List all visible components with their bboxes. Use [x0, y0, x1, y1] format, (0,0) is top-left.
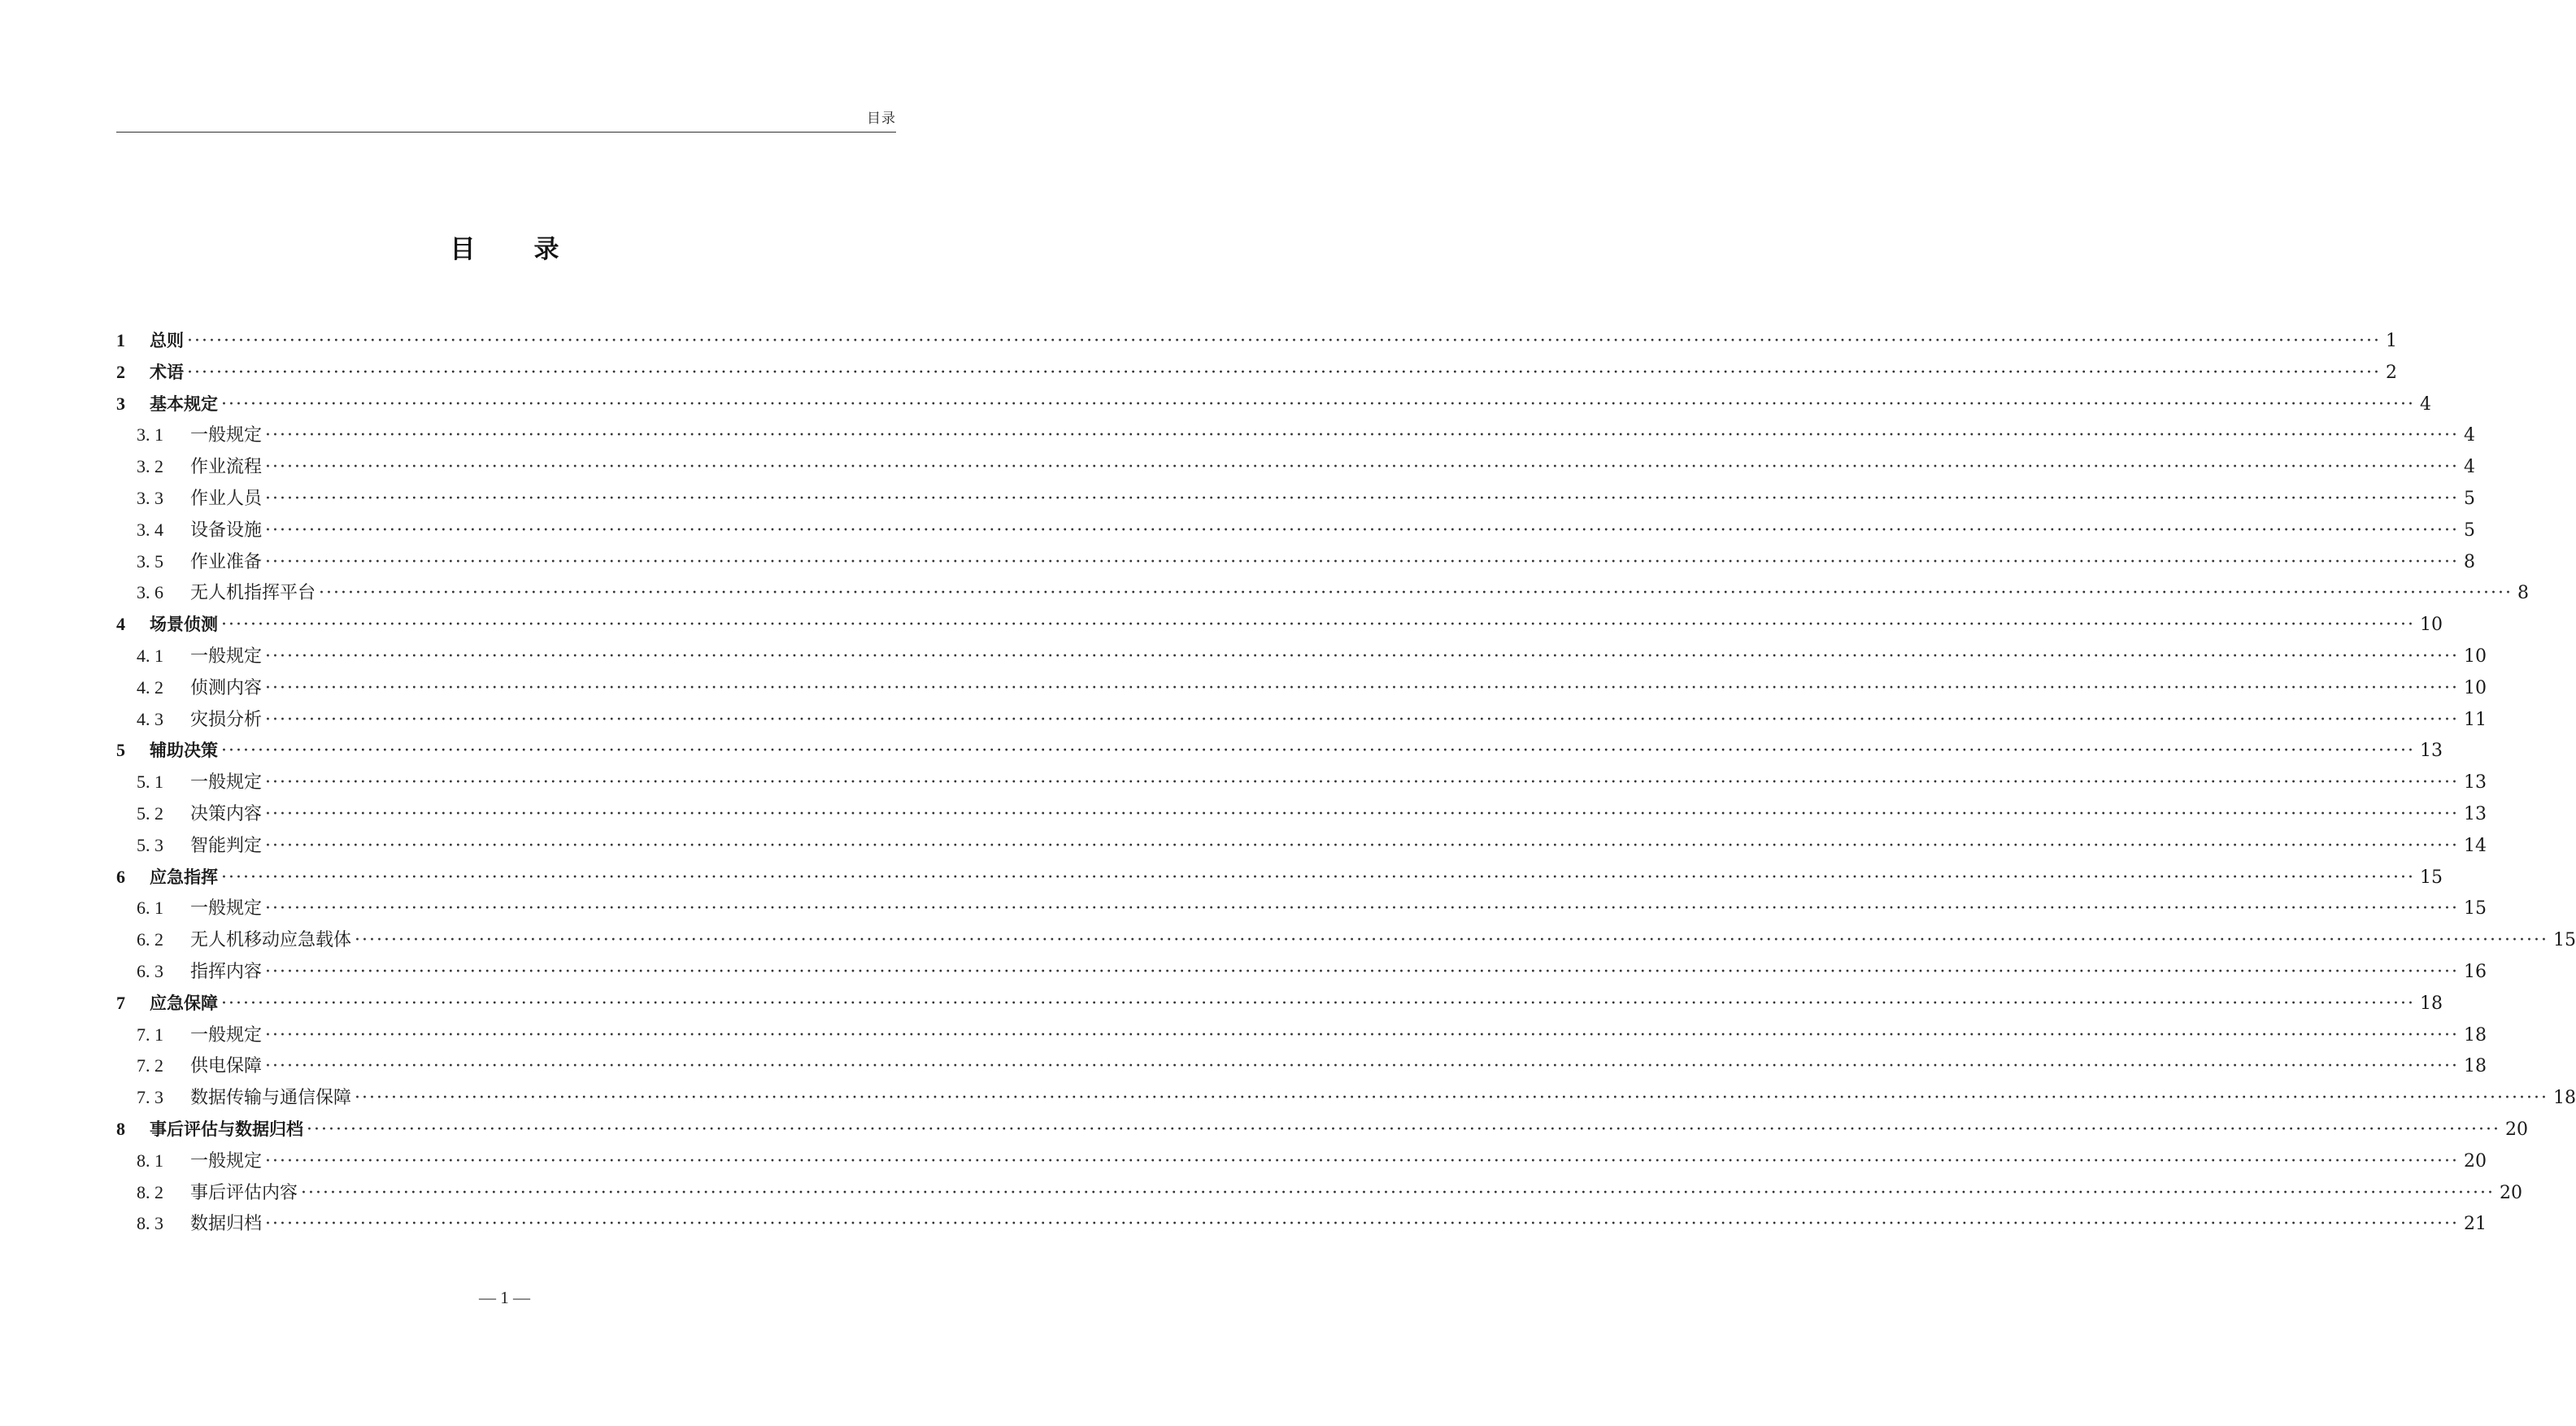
toc-entry-number: 1	[116, 330, 125, 350]
toc-section-entry[interactable]	[116, 956, 2487, 988]
toc-entry-page-number: 15	[2419, 867, 2443, 888]
toc-entry-number: 4. 2	[137, 676, 163, 698]
toc-entry-title: 辅助决策	[150, 741, 218, 761]
toc-entry-number: 5. 1	[137, 772, 163, 793]
toc-entry-page-number: 4	[2463, 425, 2475, 446]
toc-dot-leader: ············································································································································································································································································································	[265, 1214, 2459, 1235]
toc-section-entry[interactable]	[116, 672, 2487, 704]
toc-entry-number: 8. 3	[137, 1213, 163, 1234]
toc-dot-leader: ············································································································································································································································································································	[265, 677, 2459, 698]
toc-entry-title: 供电保障	[190, 1056, 263, 1077]
toc-dot-leader: ············································································································································································································································································································	[265, 646, 2459, 667]
toc-entry-page-number: 8	[2517, 583, 2529, 604]
toc-dot-leader: ············································································································································································································································································································	[221, 867, 2415, 888]
toc-dot-leader: ············································································································································································································································································································	[301, 1182, 2495, 1203]
toc-entry-number: 6	[116, 866, 125, 887]
toc-entry-number: 3. 3	[137, 487, 163, 508]
toc-section-entry[interactable]	[116, 641, 2487, 672]
toc-dot-leader: ············································································································································································································································································································	[265, 488, 2459, 509]
toc-dot-leader: ············································································································································································································································································································	[265, 1056, 2459, 1077]
toc-entry-page-number: 18	[2552, 1088, 2576, 1109]
toc-section-entry[interactable]	[116, 451, 2475, 483]
toc-entry-page-number: 15	[2552, 930, 2576, 951]
toc-entry-number: 5. 2	[137, 802, 163, 824]
toc-entry-number: 7	[116, 992, 125, 1013]
toc-dot-leader: ············································································································································································································································································································	[265, 835, 2459, 856]
toc-dot-leader: ············································································································································································································································································································	[265, 425, 2459, 446]
toc-entry-number: 6. 2	[137, 929, 163, 950]
toc-entry-title: 作业准备	[190, 551, 263, 572]
toc-entry-title: 术语	[150, 362, 184, 382]
toc-dot-leader: ············································································································································································································································································································	[265, 520, 2459, 541]
toc-dot-leader: ············································································································································································································································································································	[355, 930, 2548, 951]
toc-entry-page-number: 20	[2463, 1150, 2487, 1172]
toc-section-entry[interactable]	[116, 830, 2487, 862]
toc-dot-leader: ············································································································································································································································································································	[265, 803, 2459, 824]
toc-entry-page-number: 20	[2499, 1182, 2522, 1203]
toc-section-entry[interactable]	[116, 546, 2475, 578]
toc-entry-page-number: 5	[2463, 488, 2475, 509]
toc-dot-leader: ············································································································································································································································································································	[265, 457, 2459, 478]
toc-entry-number: 3. 4	[137, 519, 163, 540]
toc-entry-title: 决策内容	[190, 803, 263, 824]
toc-dot-leader: ············································································································································································································································································································	[265, 961, 2459, 982]
page-title	[0, 228, 1009, 265]
toc-entry-page-number: 18	[2463, 1056, 2487, 1077]
toc-entry-number: 2	[116, 361, 125, 382]
toc-chapter-entry[interactable]	[116, 988, 2443, 1020]
toc-entry-number: 8. 1	[137, 1150, 163, 1171]
toc-entry-page-number: 18	[2419, 993, 2443, 1014]
toc-dot-leader: ············································································································································································································································································································	[265, 1024, 2459, 1046]
toc-chapter-entry[interactable]	[116, 735, 2443, 767]
toc-dot-leader: ············································································································································································································································································································	[307, 1119, 2500, 1140]
toc-entry-page-number: 13	[2463, 772, 2487, 793]
toc-section-entry[interactable]	[116, 893, 2487, 924]
toc-entry-title: 数据传输与通信保障	[190, 1088, 352, 1109]
toc-entry-number: 7. 3	[137, 1087, 163, 1108]
toc-section-entry[interactable]	[116, 798, 2487, 830]
toc-section-entry[interactable]	[116, 767, 2487, 798]
page-title-left: 目	[450, 235, 476, 264]
toc-entry-page-number: 15	[2463, 898, 2487, 920]
toc-entry-title: 无人机指挥平台	[190, 583, 316, 604]
toc-section-entry[interactable]	[116, 515, 2475, 546]
toc-chapter-entry[interactable]	[116, 862, 2443, 893]
toc-entry-title: 侦测内容	[190, 677, 263, 698]
toc-section-entry[interactable]	[116, 483, 2475, 515]
toc-entry-number: 5. 3	[137, 834, 163, 855]
toc-section-entry[interactable]	[116, 577, 2529, 609]
toc-entry-page-number: 10	[2463, 646, 2487, 667]
toc-entry-title: 灾损分析	[190, 709, 263, 730]
toc-entry-number: 3. 6	[137, 582, 163, 603]
toc-entry-page-number: 16	[2463, 961, 2487, 982]
toc-entry-page-number: 14	[2463, 835, 2487, 856]
toc-entry-number: 8	[116, 1118, 125, 1139]
toc-entry-number: 6. 3	[137, 960, 163, 981]
toc-entry-title: 总则	[150, 331, 184, 350]
toc-entry-title: 一般规定	[190, 646, 263, 667]
toc-section-entry[interactable]	[116, 1208, 2487, 1240]
toc-entry-page-number: 4	[2419, 393, 2431, 415]
toc-dot-leader: ············································································································································································································································································································	[221, 993, 2415, 1014]
toc-entry-number: 3	[116, 393, 125, 414]
toc-dot-leader: ············································································································································································································································································································	[187, 331, 2381, 351]
toc-section-entry[interactable]	[116, 1082, 2576, 1114]
toc-entry-page-number: 21	[2463, 1214, 2487, 1235]
toc-section-entry[interactable]	[116, 420, 2475, 451]
toc-entry-number: 4	[116, 614, 125, 635]
toc-entry-title: 一般规定	[190, 898, 263, 920]
toc-chapter-entry[interactable]	[116, 1114, 2528, 1146]
toc-entry-title: 事后评估与数据归档	[150, 1119, 303, 1139]
page-number: — 1 —	[479, 1288, 530, 1307]
toc-entry-number: 4. 1	[137, 645, 163, 666]
toc-section-entry[interactable]	[116, 924, 2576, 956]
toc-entry-title: 一般规定	[190, 1024, 263, 1046]
toc-dot-leader: ············································································································································································································································································································	[187, 362, 2381, 383]
toc-entry-number: 4. 3	[137, 708, 163, 729]
toc-entry-title: 设备设施	[190, 520, 263, 541]
toc-entry-number: 3. 1	[137, 424, 163, 446]
toc-entry-number: 5	[116, 740, 125, 761]
toc-chapter-entry[interactable]	[116, 389, 2431, 420]
toc-dot-leader: ············································································································································································································································································································	[265, 898, 2459, 920]
toc-entry-title: 基本规定	[150, 393, 218, 414]
toc-entry-page-number: 5	[2463, 520, 2475, 541]
page-title-right: 录	[533, 235, 559, 264]
toc-entry-page-number: 13	[2419, 741, 2443, 762]
toc-entry-number: 3. 2	[137, 456, 163, 477]
toc-section-entry[interactable]	[116, 1177, 2522, 1209]
toc-entry-page-number: 18	[2463, 1024, 2487, 1046]
toc-entry-title: 作业人员	[190, 488, 263, 509]
toc-dot-leader: ············································································································································································································································································································	[221, 741, 2415, 762]
toc-entry-page-number: 1	[2385, 331, 2397, 351]
toc-entry-number: 6. 1	[137, 898, 163, 919]
toc-dot-leader: ············································································································································································································································································································	[319, 583, 2513, 604]
toc-dot-leader: ············································································································································································································································································································	[265, 551, 2459, 572]
toc-dot-leader: ············································································································································································································································································································	[355, 1088, 2548, 1109]
toc-chapter-entry[interactable]	[116, 609, 2443, 641]
toc-entry-title: 作业流程	[190, 457, 263, 478]
toc-section-entry[interactable]	[116, 1146, 2487, 1177]
toc-entry-page-number: 11	[2463, 709, 2487, 730]
toc-entry-title: 智能判定	[190, 835, 263, 856]
header-rule	[116, 132, 896, 133]
toc-entry-number: 3. 5	[137, 550, 163, 572]
toc-dot-leader: ············································································································································································································································································································	[221, 393, 2415, 415]
toc-entry-page-number: 4	[2463, 457, 2475, 478]
toc-dot-leader: ············································································································································································································································································································	[265, 709, 2459, 730]
toc-entry-title: 指挥内容	[190, 961, 263, 982]
toc-entry-title: 一般规定	[190, 772, 263, 793]
toc-entry-page-number: 10	[2463, 677, 2487, 698]
toc-entry-number: 8. 2	[137, 1181, 163, 1202]
toc-chapter-entry[interactable]	[116, 325, 2397, 357]
toc-entry-title: 一般规定	[190, 425, 263, 446]
toc-dot-leader: ············································································································································································································································································································	[265, 772, 2459, 793]
toc-entry-title: 一般规定	[190, 1150, 263, 1172]
toc-section-entry[interactable]	[116, 704, 2487, 736]
toc-entry-page-number: 2	[2385, 362, 2397, 383]
toc-chapter-entry[interactable]	[116, 357, 2397, 389]
toc-entry-page-number: 8	[2463, 551, 2475, 572]
table-of-contents	[116, 325, 2576, 1240]
toc-entry-title: 应急保障	[150, 993, 218, 1013]
toc-entry-title: 数据归档	[190, 1214, 263, 1235]
toc-entry-page-number: 20	[2504, 1119, 2528, 1140]
toc-entry-page-number: 13	[2463, 803, 2487, 824]
toc-entry-page-number: 10	[2419, 615, 2443, 636]
toc-dot-leader: ············································································································································································································································································································	[221, 615, 2415, 636]
toc-entry-title: 无人机移动应急载体	[190, 930, 352, 951]
running-header: 目录	[867, 111, 896, 127]
toc-entry-title: 应急指挥	[150, 867, 218, 887]
toc-entry-title: 场景侦测	[150, 615, 218, 635]
toc-entry-number: 7. 1	[137, 1024, 163, 1045]
toc-entry-title: 事后评估内容	[190, 1182, 298, 1203]
toc-section-entry[interactable]	[116, 1020, 2487, 1051]
toc-section-entry[interactable]	[116, 1050, 2487, 1082]
toc-dot-leader: ············································································································································································································································································································	[265, 1150, 2459, 1172]
toc-entry-number: 7. 2	[137, 1055, 163, 1076]
